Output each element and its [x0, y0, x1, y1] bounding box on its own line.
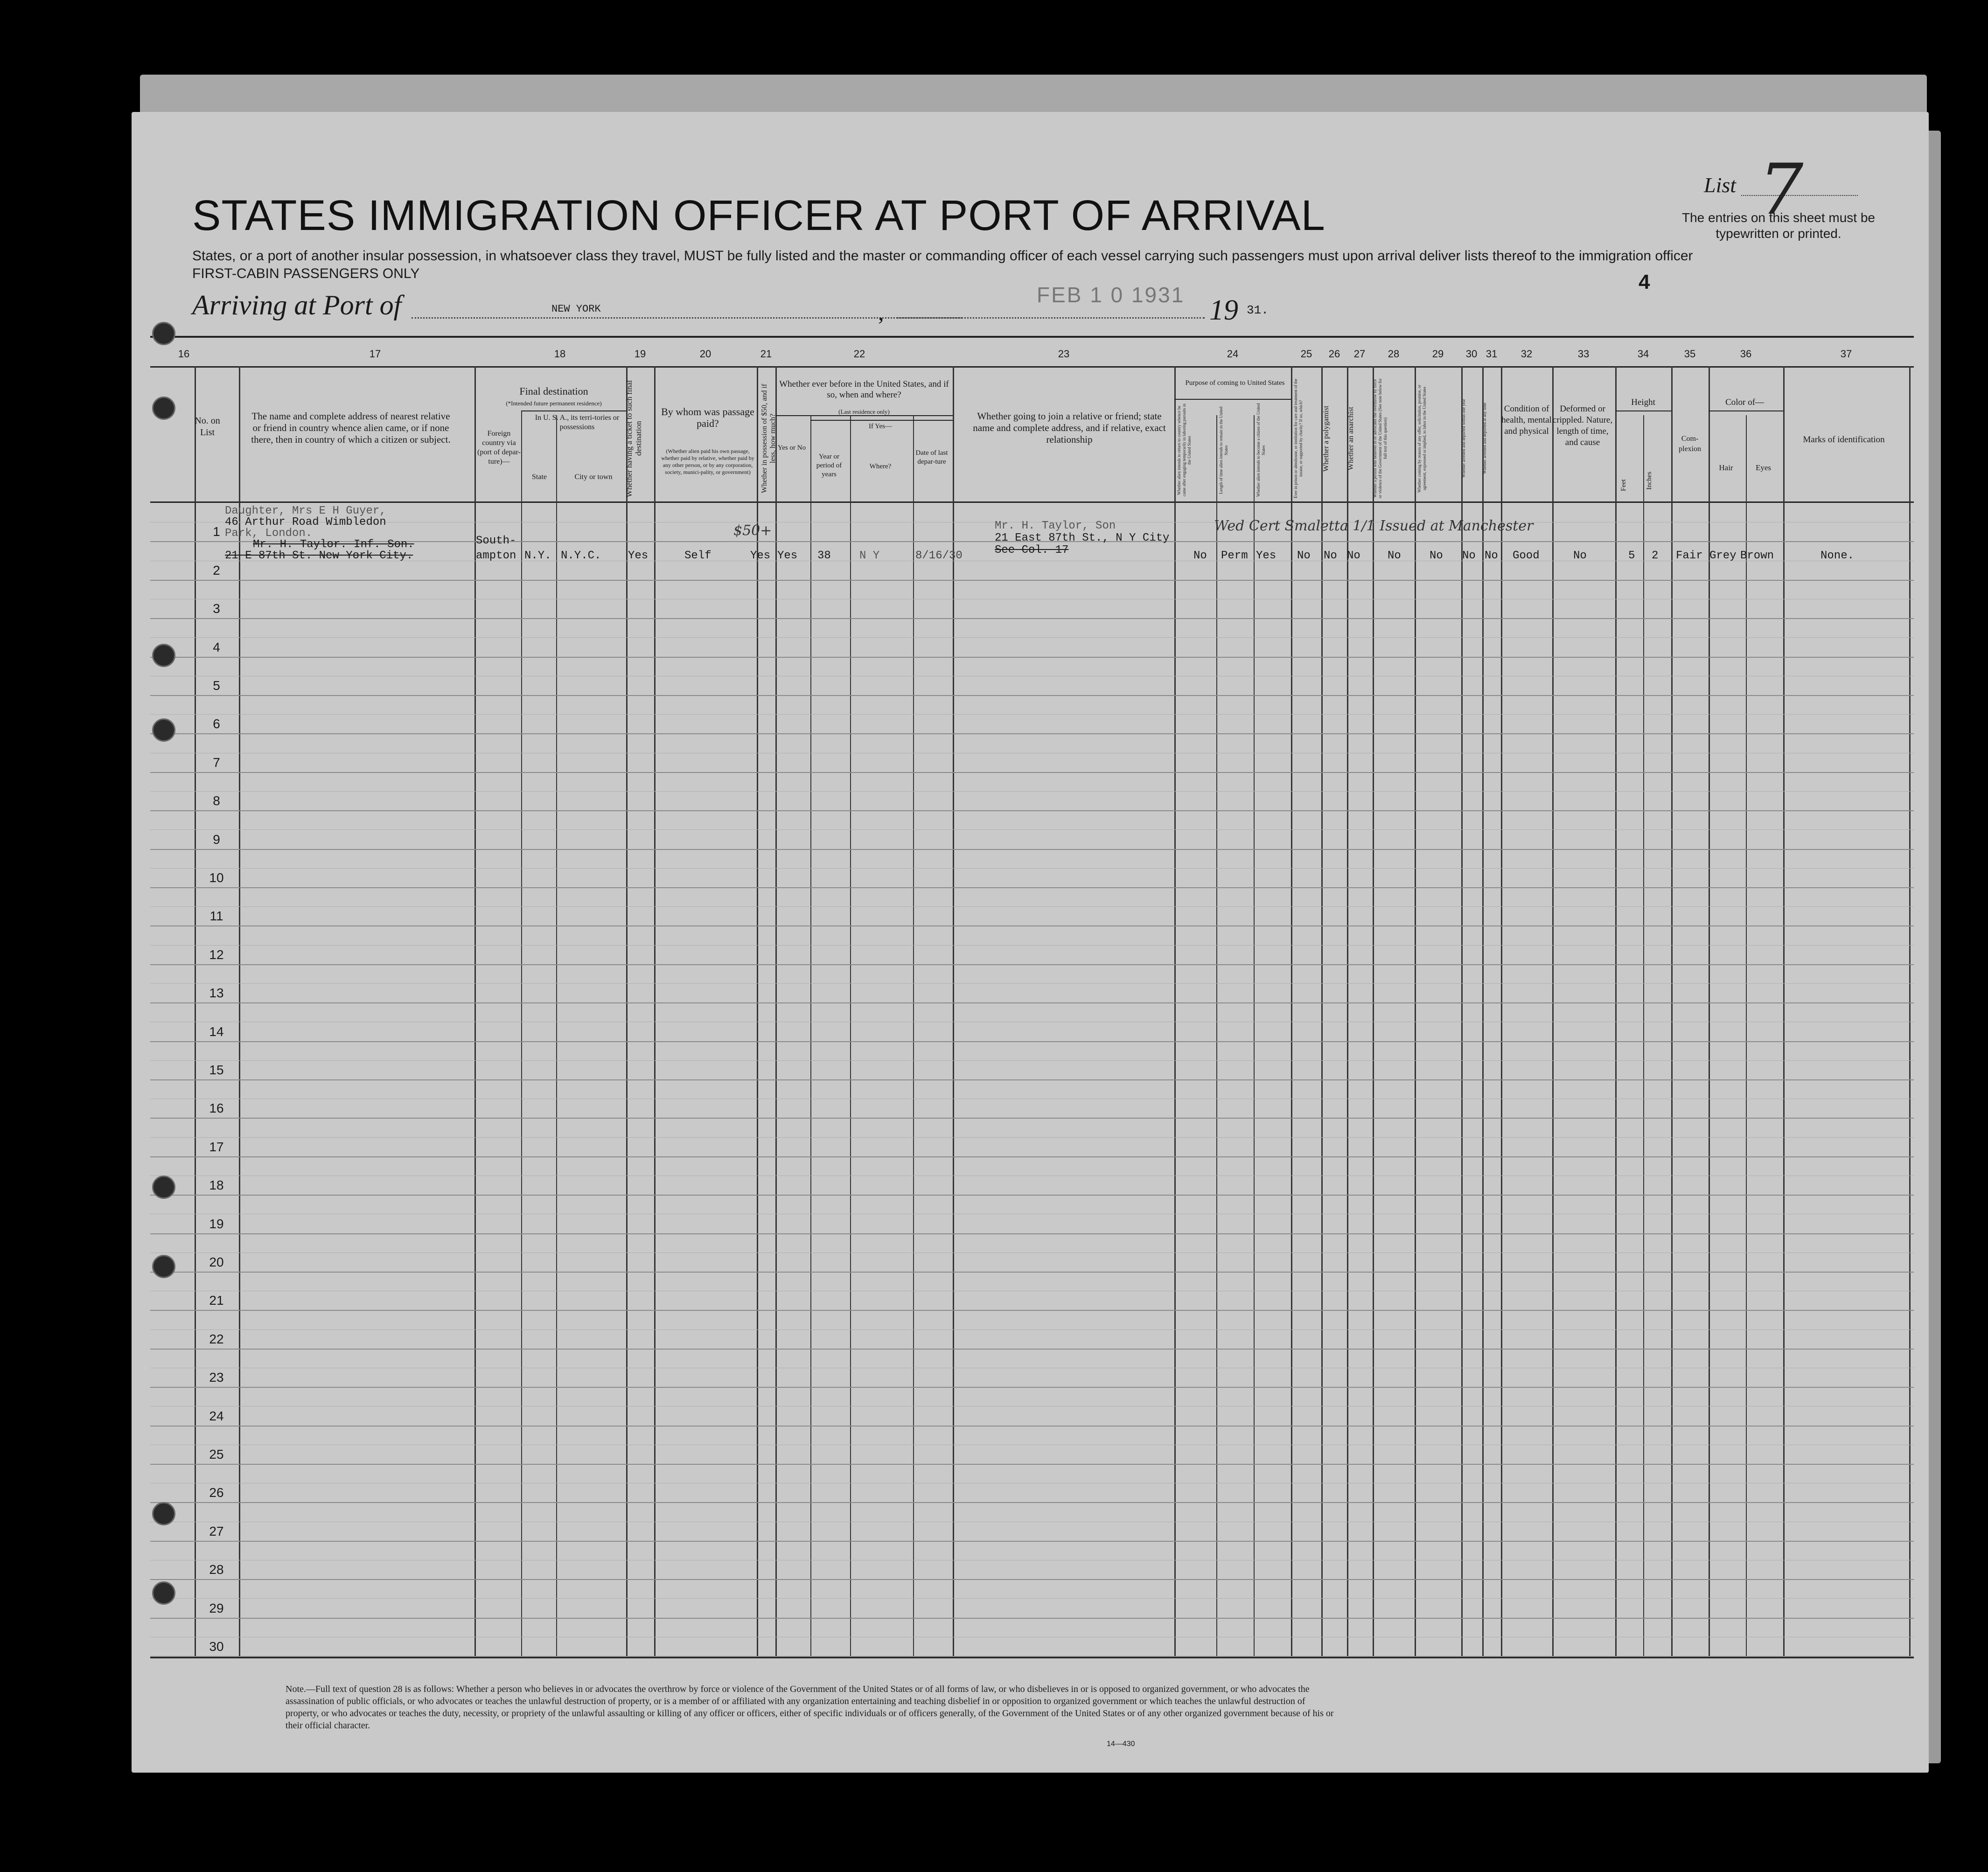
last-departure-value: 8/16/30 — [915, 550, 963, 562]
where-value: N Y — [859, 550, 880, 562]
row-number: 9 — [213, 832, 220, 847]
column-divider — [775, 366, 777, 1656]
row-line — [150, 1349, 1914, 1350]
join-struck: See Col. 17 — [995, 544, 1069, 557]
col19-header: Whether having a ticket to such final destination — [625, 380, 643, 497]
feet-value: 5 — [1628, 550, 1635, 562]
row-midline — [150, 983, 1914, 984]
column-divider — [913, 415, 914, 1656]
row-number: 22 — [209, 1331, 224, 1346]
year-suffix: 31. — [1247, 303, 1269, 317]
ticket-value: Yes — [628, 550, 649, 562]
row-line — [150, 1502, 1914, 1503]
column-number: 23 — [1058, 348, 1070, 360]
col28-header: Whether a person who believes in or advocates the overthrow by force or violence of the Government of the United States (See note below for full text of this question) — [1373, 378, 1388, 499]
row-line — [150, 1041, 1914, 1042]
state-value: N.Y. — [524, 550, 551, 562]
col36-header: Color of— — [1725, 397, 1764, 407]
column-divider — [1783, 366, 1785, 1656]
row-number: 26 — [209, 1485, 224, 1500]
row-number: 21 — [209, 1293, 224, 1308]
row-number: 6 — [213, 717, 220, 731]
labor-value: No — [1430, 550, 1443, 562]
money-handwritten: $50+ — [733, 522, 772, 539]
col16-header: No. on List — [195, 416, 220, 438]
column-number: 31 — [1486, 348, 1498, 360]
column-divider — [1254, 415, 1255, 1656]
row-line — [150, 657, 1914, 658]
foreign-port-1: South- — [476, 535, 516, 547]
column-divider — [1643, 415, 1644, 1656]
binder-hole — [152, 1255, 175, 1278]
row-number: 10 — [209, 870, 224, 885]
col22-sub: (Last residence only) — [838, 408, 890, 415]
year-prefix: 19 — [1209, 294, 1238, 326]
eyes-value: Brown — [1740, 550, 1774, 562]
column-number: 34 — [1637, 348, 1649, 360]
row-number: 23 — [209, 1370, 224, 1385]
row-number: 17 — [209, 1139, 224, 1154]
col24-c: Whether alien intends to become a citizen of the United States — [1256, 403, 1266, 497]
column-number: 16 — [178, 348, 190, 360]
row-line — [150, 1426, 1914, 1427]
row-number: 18 — [209, 1178, 224, 1193]
purpose-return-value: No — [1193, 550, 1207, 562]
column-divider — [1216, 415, 1217, 1656]
row-number: 25 — [209, 1447, 224, 1461]
row-number: 12 — [209, 947, 224, 962]
join-line1: Mr. H. Taylor, Son — [995, 520, 1116, 532]
port-name: NEW YORK — [551, 303, 601, 315]
column-divider — [810, 415, 811, 1656]
col20-header: By whom was passage paid? — [661, 406, 754, 429]
column-divider — [1909, 366, 1911, 1656]
form-number: 14—430 — [1107, 1740, 1135, 1748]
relative-line3: Park, London. — [225, 527, 313, 540]
col23-header: Whether going to join a relative or friend; state name and complete address, and if relative, exact relationship — [973, 411, 1166, 445]
row-number: 27 — [209, 1524, 224, 1538]
column-divider — [1415, 366, 1416, 1656]
col18-foreign: Foreign country via (port of depar-ture)— — [477, 430, 521, 466]
list-number: 7 — [1759, 149, 1804, 230]
row-line — [150, 1118, 1914, 1119]
relative-line1: Daughter, Mrs E H Guyer, — [225, 505, 386, 517]
column-divider — [1671, 366, 1673, 1656]
entries-note: The entries on this sheet must be typewritten or printed. — [1682, 210, 1875, 241]
deported-year-value: No — [1462, 550, 1476, 562]
row-line — [150, 1464, 1914, 1465]
before-us-value: Yes — [777, 550, 798, 562]
row-number: 2 — [213, 563, 220, 578]
col20-sub: (Whether alien paid his own passage, whether paid by relative, whether paid by any other person, or by any corporation, society, munici-pality, or government) — [661, 448, 754, 475]
row-number: 1 — [213, 524, 220, 539]
row-line — [150, 1233, 1914, 1234]
column-number: 26 — [1328, 348, 1340, 360]
col18-sub: (*Intended future permanent residence) — [506, 400, 602, 407]
col24-b: Length of time alien intends to remain in the United States — [1219, 406, 1228, 494]
column-number: 28 — [1388, 348, 1400, 360]
col35-header: Com-plexion — [1679, 435, 1701, 453]
foreign-port-2: ampton — [476, 550, 516, 562]
column-number: 27 — [1353, 348, 1366, 360]
column-number: 33 — [1577, 348, 1590, 360]
column-divider — [195, 366, 196, 1656]
row-midline — [150, 1060, 1914, 1061]
row-line — [150, 1195, 1914, 1196]
row-line — [150, 1579, 1914, 1580]
column-number: 35 — [1684, 348, 1696, 360]
intro-text: States, or a port of another insular possession, in whatsoever class they travel, MUST be fully listed and the master or commanding officer of each vessel carrying such passengers must upon arrival deliver lists thereof to the immigration officer — [192, 248, 1693, 264]
column-number: 30 — [1465, 348, 1478, 360]
col32-header: Condition of health, mental and physical — [1501, 404, 1552, 436]
page-title: STATES IMMIGRATION OFFICER AT PORT OF ARRIVAL — [192, 192, 1325, 239]
col30-header: Whether arrested and deported within one year — [1461, 399, 1466, 478]
column-divider — [556, 415, 557, 1656]
row-midline — [150, 868, 1914, 869]
column-number: 20 — [699, 348, 711, 360]
column-divider — [654, 366, 656, 1656]
col18-usa: In U. S. A., its terri-tories or possessions — [535, 414, 620, 431]
col18-city: City or town — [574, 473, 613, 481]
handwritten-annotation: Wed Cert Smaletta 1/1 Issued at Manchester — [1214, 518, 1534, 534]
row-number: 29 — [209, 1601, 224, 1615]
row-midline — [150, 829, 1914, 830]
header-bottom-rule — [150, 501, 1914, 503]
row-midline — [150, 1329, 1914, 1330]
polygamist-value: No — [1324, 550, 1337, 562]
column-divider — [1174, 366, 1176, 1656]
col18-state: State — [532, 473, 547, 481]
column-number: 29 — [1432, 348, 1444, 360]
row-midline — [150, 714, 1914, 715]
manifest-page — [132, 112, 1929, 1773]
col27-header: Whether an anarchist — [1347, 407, 1355, 470]
col34-header: Height — [1631, 397, 1655, 407]
row-line — [150, 964, 1914, 965]
row-line — [150, 1310, 1914, 1311]
comma: , — [878, 299, 884, 325]
row-line — [150, 810, 1914, 811]
col22-header: Whether ever before in the United States, and if so, when and where? — [779, 379, 949, 400]
col22-date: Date of last depar-ture — [915, 449, 948, 466]
column-number: 37 — [1840, 348, 1852, 360]
row-midline — [150, 906, 1914, 907]
row-line — [150, 772, 1914, 773]
paid-by-value: Self — [684, 550, 711, 562]
row-number: 7 — [213, 755, 220, 770]
row-number: 15 — [209, 1063, 224, 1077]
row-number: 19 — [209, 1216, 224, 1231]
row-line — [150, 695, 1914, 696]
row-line — [150, 1618, 1914, 1619]
row-line — [150, 1387, 1914, 1388]
row-number: 20 — [209, 1255, 224, 1269]
join-line2: 21 East 87th St., N Y City — [995, 532, 1170, 544]
column-divider — [1321, 366, 1323, 1656]
col24-header: Purpose of coming to United States — [1185, 379, 1285, 387]
column-divider — [850, 415, 851, 1656]
column-divider — [521, 411, 522, 1656]
row-midline — [150, 1598, 1914, 1599]
col22-where: Where? — [869, 463, 892, 470]
col18-header: Final destination — [519, 385, 588, 397]
col29-header: Whether coming by reason of any offer, solicitation, promise, or agreement, expressed or implied, to labor in the United States — [1417, 384, 1427, 493]
arriving-label: Arriving at Port of — [192, 290, 402, 320]
row-line — [150, 1541, 1914, 1542]
row-line — [150, 618, 1914, 619]
health-value: Good — [1513, 550, 1540, 562]
row-number: 11 — [209, 909, 223, 924]
row-number: 16 — [209, 1101, 224, 1116]
row-number: 30 — [209, 1639, 224, 1654]
column-number: 17 — [369, 348, 381, 360]
column-number: 24 — [1227, 348, 1239, 360]
row-number: 5 — [213, 678, 220, 693]
marks-value: None. — [1821, 550, 1855, 562]
col24-a: Whether alien intends to return to country whence he came after engaging temporarily in laboring pursuits in the United States — [1177, 404, 1192, 497]
deformed-value: No — [1573, 550, 1587, 562]
column-number: 21 — [760, 348, 772, 360]
city-value: N.Y.C. — [561, 550, 601, 562]
col22-year: Year or period of years — [816, 453, 842, 478]
row-number: 3 — [213, 601, 220, 616]
column-number: 32 — [1521, 348, 1533, 360]
subheader-rule — [1174, 399, 1291, 400]
table-top-rule — [150, 336, 1914, 338]
column-divider — [1291, 366, 1292, 1656]
binder-hole — [152, 644, 175, 667]
row-number: 13 — [209, 986, 224, 1001]
anarchist-value: No — [1347, 550, 1360, 562]
prison-value: No — [1297, 550, 1311, 562]
list-label: List — [1704, 173, 1737, 197]
row-line — [150, 1079, 1914, 1080]
footnote: Note.—Full text of question 28 is as follows: Whether a person who believes in or advocates the overthrow by force or violence of the Government of the United States or of all forms of law, or who disbelieves in or is opposed to organized government, or who advocates the assassination of public officials, or who advocates or teaches the unlawful destruction of property, or is a member of or affiliated with any organization entertaining and teaching disbelief in or opposition to organized government or which teaches the unlawful destruction of property, or who advocates or teaches the duty, necessity, or propriety of the unlawful assaulting or killing of any officer or officers, either of specific individuals or of officers generally, of the Government of the United States or of any other organized government because of his or their official character. — [286, 1684, 1334, 1731]
row-line — [150, 1002, 1914, 1003]
row-line — [150, 733, 1914, 734]
col33-header: Deformed or crippled. Nature, length of time, and cause — [1552, 404, 1613, 447]
row-midline — [150, 945, 1914, 946]
row-midline — [150, 791, 1914, 792]
inches-value: 2 — [1652, 550, 1659, 562]
relative-struck2: 21 E 87th St. New York City. — [225, 550, 413, 562]
col25-header: Ever in prison or almshouse, or institution for care and treatment of the insane, or supported by charity? If so, which? — [1293, 378, 1303, 499]
money-value: Yes — [750, 550, 771, 562]
column-divider — [1746, 415, 1747, 1656]
column-number: 25 — [1300, 348, 1312, 360]
binder-hole — [152, 1176, 175, 1199]
period-value: 38 — [817, 550, 831, 562]
row-number: 14 — [209, 1024, 224, 1039]
col31-header: Whether arrested and deported at any time — [1482, 403, 1487, 474]
row-line — [150, 887, 1914, 888]
row-line — [150, 1156, 1914, 1157]
column-divider — [1501, 366, 1502, 1656]
binder-hole — [152, 1581, 175, 1605]
column-number: 22 — [853, 348, 865, 360]
relative-struck1: Mr. H. Taylor. Inf. Son. — [253, 538, 414, 551]
col36-hair: Hair — [1719, 463, 1733, 472]
binder-hole — [152, 1502, 175, 1525]
binder-hole — [152, 397, 175, 420]
colnum-rule — [150, 366, 1914, 368]
col17-header: The name and complete address of nearest relative or friend in country whence alien came, or if none there, then in country of which a citizen or subject. — [251, 411, 451, 445]
column-number: 36 — [1740, 348, 1752, 360]
overthrow-value: No — [1388, 550, 1401, 562]
column-divider — [626, 366, 628, 1656]
page-number: 4 — [1639, 271, 1650, 293]
column-divider — [1615, 366, 1617, 1656]
complexion-value: Fair — [1676, 550, 1703, 562]
column-divider — [1482, 366, 1484, 1656]
row-line — [150, 849, 1914, 850]
date-line — [897, 317, 1205, 319]
col26-header: Whether a polygamist — [1322, 405, 1330, 472]
deported-any-value: No — [1485, 550, 1498, 562]
binder-hole — [152, 718, 175, 742]
relative-line2: 46 Arthur Road Wimbledon — [225, 516, 386, 529]
column-divider — [1552, 366, 1554, 1656]
cabin-class: FIRST-CABIN PASSENGERS ONLY — [192, 266, 420, 281]
col22-yesno: Yes or No — [777, 444, 806, 452]
row-number: 8 — [213, 793, 220, 808]
citizen-value: Yes — [1256, 550, 1277, 562]
column-divider — [1373, 366, 1374, 1656]
length-of-stay-value: Perm — [1221, 550, 1248, 562]
col36-eyes: Eyes — [1755, 463, 1772, 472]
row-number: 28 — [209, 1562, 224, 1577]
row-number: 24 — [209, 1408, 224, 1423]
col22-ifyes: If Yes— — [868, 423, 892, 430]
col21-header: Whether in possession of $50, and if less, how much? — [760, 383, 777, 494]
row-midline — [150, 1137, 1914, 1138]
row-midline — [150, 637, 1914, 638]
col34-feet: Feet — [1620, 479, 1627, 491]
col34-inches: Inches — [1646, 471, 1653, 490]
row-line — [150, 1656, 1914, 1657]
column-number: 19 — [634, 348, 646, 360]
binder-hole — [152, 322, 175, 345]
hair-value: Grey — [1709, 550, 1737, 562]
row-number: 4 — [213, 640, 220, 654]
row-line — [150, 580, 1914, 581]
column-number: 18 — [554, 348, 566, 360]
date-stamp: FEB 1 0 1931 — [1037, 283, 1185, 307]
row-line — [150, 1272, 1914, 1273]
col37-header: Marks of identification — [1803, 435, 1885, 445]
